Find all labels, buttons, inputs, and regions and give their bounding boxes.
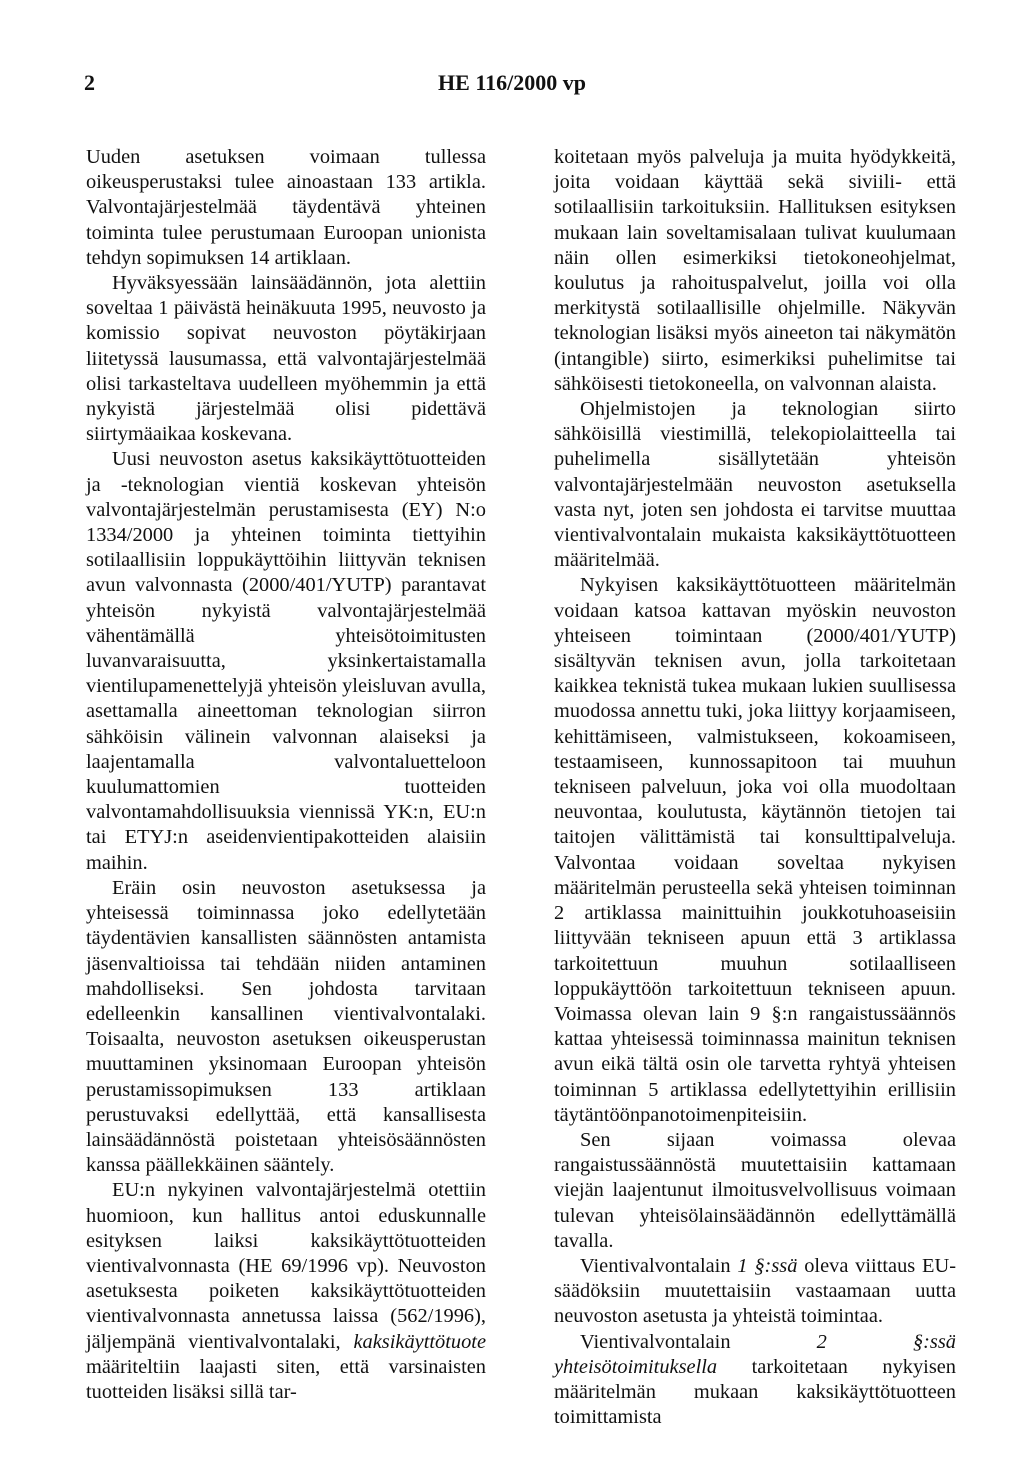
paragraph [554,397,956,573]
text-run: Hyväksyessään lainsäädännön, jota alettiin soveltaa 1 päivästä heinäkuuta 1995, neuvosto ja komissio sopivat neuvoston pöytäkirjaan liitetyssä lausumassa, että valvontajärjestelmää olisi tarkasteltava uudelleen myöhemmin ja että nykyistä järjestelmää olisi pidettävä siirtymäaikaa koskevana. [86,272,486,446]
paragraph [554,1330,956,1431]
text-run: koitetaan myös palveluja ja muita hyödykkeitä, joita voidaan käyttää sekä siviili- että sotilaallisiin tarkoituksiin. Hallituksen esityksen mukaan lain soveltamisalaan tulivat kuulumaan näin ollen esimerkiksi tietokoneohjelmat, koulutus ja rahoituspalvelut, joilla voi olla merkitystä sotilaallisille ohjelmille. Näkyvän teknologian lisäksi myös aineeton tai näkymätön (intangible) siirto, esimerkiksi puhelimitse tai sähköisesti tietokoneella, on valvonnan alaista. [554,146,956,395]
paragraph [554,573,956,1127]
text-run: Uusi neuvoston asetus kaksikäyttötuotteiden ja -teknologian vientiä koskevan yhteisön valvontajärjestelmän perustamisesta (EY) N:o 1334/2000 ja yhteinen toiminta tiettyihin sotilaallisiin loppukäyttöihin liittyvän teknisen avun valvonnasta (2000/401/YUTP) parantavat yhteisön nykyistä valvontajärjestelmää vähentämällä yhteisötoimitusten luvanvaraisuutta, yksinkertaistamalla vientilupamenettelyjä yhteisön yleisluvan avulla, asettamalla aineettoman teknologian siirron sähköisin välinein valvonnan alaiseksi ja laajentamalla valvontaluetteloon kuulumattomien tuotteiden valvontamahdollisuuksia viennissä YK:n, EU:n tai ETYJ:n aseidenvientipakotteiden alaisiin maihin. [86,448,486,874]
text-run: Nykyisen kaksikäyttötuotteen määritelmän voidaan katsoa kattavan myöskin neuvoston yhteiseen toimintaan (2000/401/YUTP) sisältyvän teknisen avun, jolla tarkoitetaan kaikkea teknistä tukea mukaan lukien suullisessa muodossa annettu tuki, joka liittyy korjaamiseen, kehittämiseen, valmistukseen, kokoamiseen, testaamiseen, kunnossapitoon tai muuhun tekniseen palveluun, joka voi olla muodoltaan neuvontaa, koulutusta, käytännön tietojen tai taitojen välittämistä tai konsulttipalveluja. Valvontaa voidaan soveltaa nykyisen määritelmän perusteella sekä yhteisen toiminnan 2 artiklassa mainittuihin joukkotuhoaseisiin liittyvään tekniseen apuun että 3 artiklassa tarkoitettuun muuhun sotilaalliseen loppukäyttöön tarkoitettuun tekniseen apuun. Voimassa olevan lain 9 §:n rangaistussäännös kattaa yhteisessä toiminnassa mainitun teknisen avun eikä tältä osin ole tarvetta ryhtyä yhteisen toiminnan 5 artiklassa edellytettyihin erillisiin täytäntöönpanotoimenpiteisiin. [554,574,956,1126]
italic-term: 2 §:ssä yhteisötoimituksella [554,1330,956,1378]
page-number: 2 [84,70,95,95]
paragraph [554,1254,956,1330]
text-run: Ohjelmistojen ja teknologian siirto sähköisillä viestimillä, telekopiolaitteella tai puhelimella sisällytetään yhteisön valvontajärjestelmään neuvoston asetuksella vasta nyt, joten sen johdosta ei tarvitse muuttaa vientivalvontalain mukaista kaksikäyttötuotteen määritelmää. [554,398,956,572]
document-id: HE 116/2000 vp [438,70,586,95]
right-column [554,145,956,1430]
paragraph [554,1128,956,1254]
text-run: oleva viittaus EU-säädöksiin muutettaisiin vastaamaan uutta neuvoston asetusta ja yhteistä toimintaa. [554,1254,956,1328]
paragraph [86,876,486,1178]
text-run: määriteltiin laajasti siten, että varsinaisten tuotteiden lisäksi sillä tar- [86,1355,486,1403]
paragraph [554,145,956,397]
text-run: Sen sijaan voimassa olevaa rangaistussäännöstä muutettaisiin kattamaan viejän laajentunut ilmoitusvelvollisuus voimaan tulevan yhteisölainsäädännön edellyttämällä tavalla. [554,1128,956,1252]
italic-term: kaksikäyttötuote [353,1330,486,1353]
text-run: Uuden asetuksen voimaan tullessa oikeusperustaksi tulee ainoastaan 133 artikla. Valvontajärjestelmää täydentävä yhteinen toiminta tulee perustumaan Euroopan unionista tehdyn sopimuksen 14 artiklaan. [86,146,486,269]
italic-term: 1 §:ssä [737,1254,798,1277]
paragraph [86,145,486,271]
text-run: EU:n nykyinen valvontajärjestelmä otettiin huomioon, kun hallitus antoi eduskunnalle esityksen laiksi kaksikäyttötuotteiden vientivalvonnasta (HE 69/1996 vp). Neuvoston asetuksesta poiketen kaksikäyttötuotteiden vientivalvonnasta annetussa laissa (562/1996), jäljempänä vientivalvontalaki, [86,1179,486,1353]
text-run: tarkoitetaan nykyisen määritelmän mukaan kaksikäyttötuotteen toimittamista [554,1355,956,1429]
text-run: Vientivalvontalain [580,1330,817,1353]
paragraph [86,447,486,875]
paragraph [86,271,486,447]
paragraph [86,1178,486,1405]
text-run: Eräin osin neuvoston asetuksessa ja yhteisessä toiminnassa joko edellytetään täydentävien kansallisten säännösten antamista jäsenvaltioissa tai tehdään niiden antaminen mahdolliseksi. Sen johdosta tarvitaan edelleenkin kansallinen vientivalvontalaki. Toisaalta, neuvoston asetuksen oikeusperustan muuttaminen yksinomaan Euroopan yhteisön perustamissopimuksen 133 artiklaan perustuvaksi edellyttää, että kansallisesta lainsäädännöstä poistetaan yhteisösäännösten kanssa päällekkäinen sääntely. [86,876,486,1177]
text-run: Vientivalvontalain [580,1254,738,1277]
left-column [86,145,486,1405]
